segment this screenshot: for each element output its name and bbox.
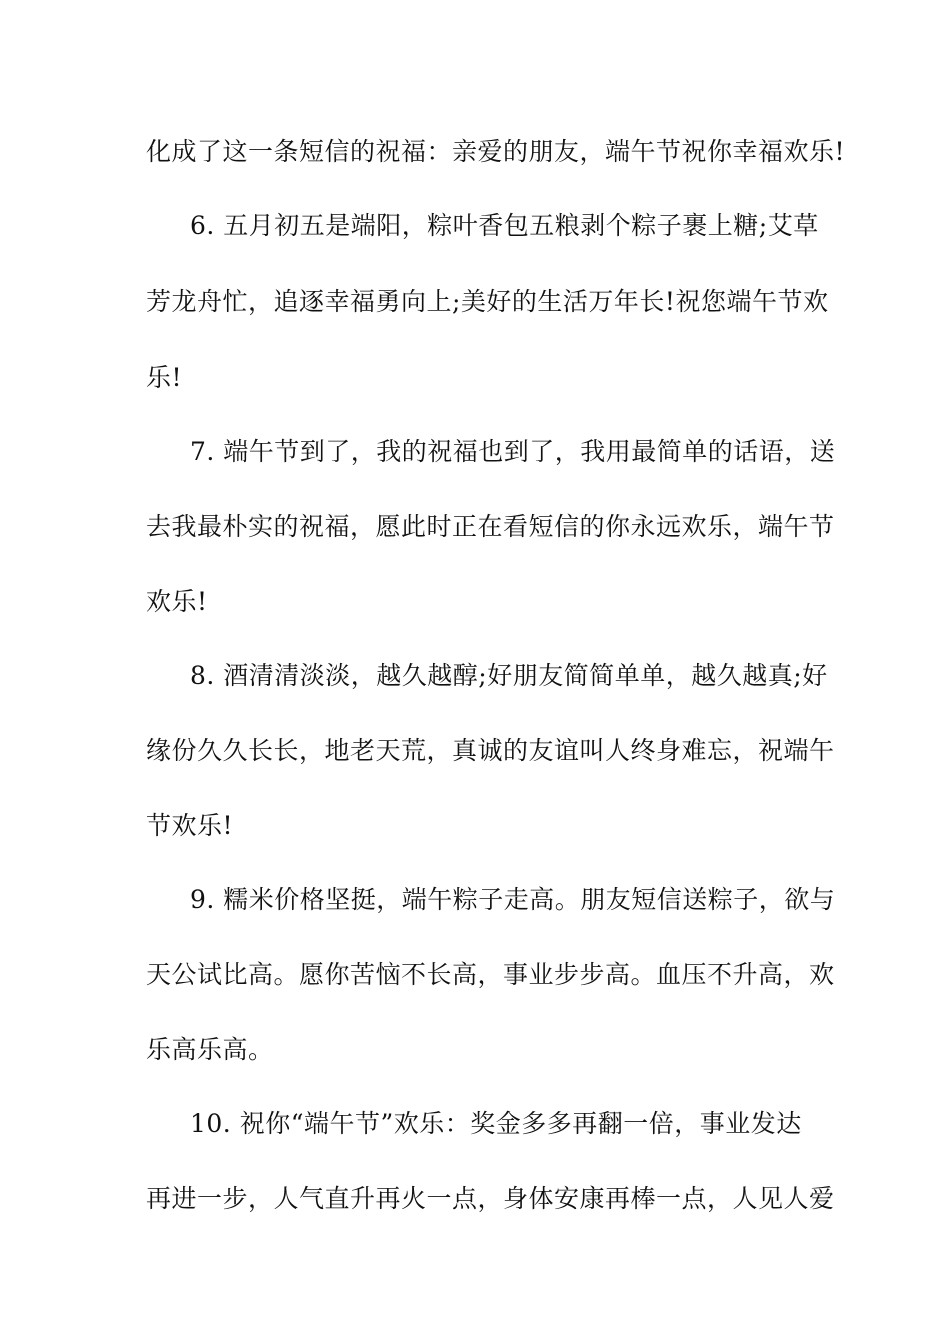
text-line: 乐! <box>146 363 183 392</box>
text-line: 节欢乐! <box>146 811 234 840</box>
text-line: 乐高乐高。 <box>146 1035 274 1064</box>
text-line: 缘份久久长长，地老天荒，真诚的友谊叫人终身难忘，祝端午 <box>146 736 835 765</box>
text-line: 欢乐! <box>146 587 208 616</box>
text-line: 化成了这一条短信的祝福：亲爱的朋友，端午节祝你幸福欢乐! <box>146 137 846 166</box>
text-line: 芳龙舟忙，追逐幸福勇向上;美好的生活万年长!祝您端午节欢 <box>146 287 829 316</box>
text-line: 8. 酒清清淡淡，越久越醇;好朋友简简单单，越久越真;好 <box>190 661 828 690</box>
text-line: 再进一步，人气直升再火一点，身体安康再棒一点，人见人爱 <box>146 1184 835 1213</box>
text-line: 6. 五月初五是端阳，粽叶香包五粮剥个粽子裹上糖;艾草 <box>190 211 819 240</box>
text-line: 10. 祝你“端午节”欢乐：奖金多多再翻一倍，事业发达 <box>190 1109 802 1138</box>
text-line: 天公试比高。愿你苦恼不长高，事业步步高。血压不升高，欢 <box>146 960 835 989</box>
text-line: 去我最朴实的祝福，愿此时正在看短信的你永远欢乐，端午节 <box>146 512 835 541</box>
text-line: 7. 端午节到了，我的祝福也到了，我用最简单的话语，送 <box>190 437 836 466</box>
text-line: 9. 糯米价格坚挺，端午粽子走高。朋友短信送粽子，欲与 <box>190 885 836 914</box>
